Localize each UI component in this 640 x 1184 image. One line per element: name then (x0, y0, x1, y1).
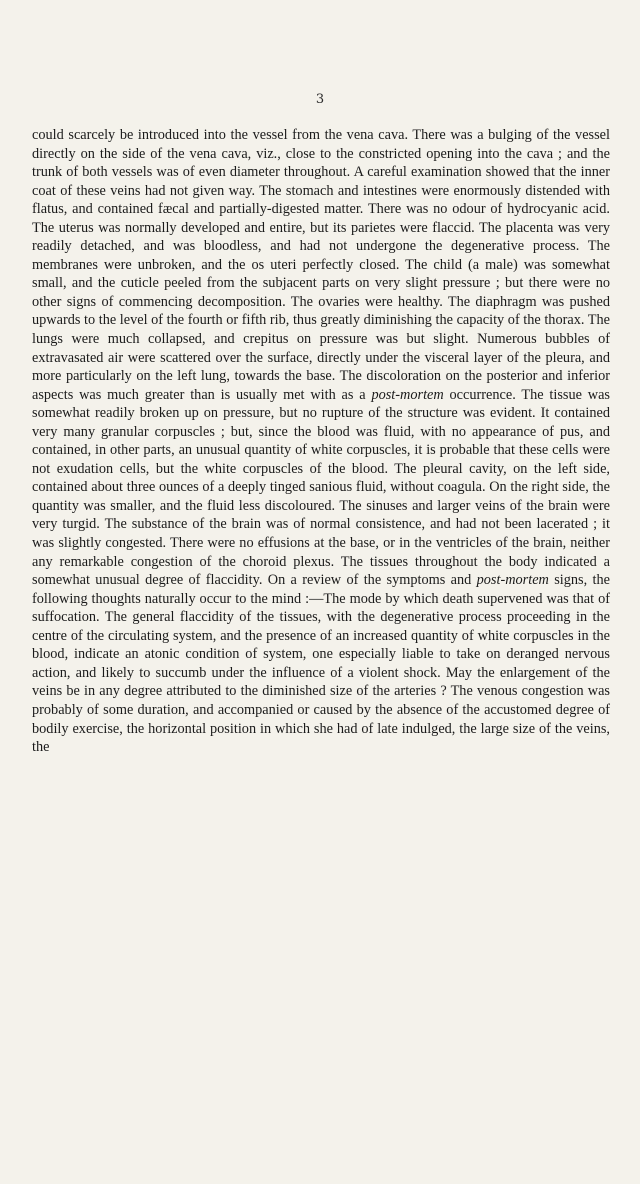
body-text (32, 126, 610, 757)
text-run: occurrence. The tissue was somewhat readily broken up on pressure, but no rupture of the structure was evident. It contained very many granular corpuscles ; but, since the blood was fluid, with no appearance of pus, and contained, in other parts, an unusual quantity of white corpuscles, it is probable that these cells were not exudation cells, but the white corpuscles of the blood. The pleural cavity, on the left side, contained about three ounces of a deeply tinged sanious fluid, without coagula. On the right side, the quantity was smaller, and the fluid less discoloured. The sinuses and larger veins of the brain were very turgid. The substance of the brain was of normal consistence, and had not been lacerated ; it was slightly congested. There were no effusions at the base, or in the ventricles of the brain, neither any remarkable congestion of the choroid plexus. The tissues throughout the body indicated a somewhat unusual degree of flaccidity. On a review of the symptoms and (32, 386, 610, 589)
paragraph (32, 126, 610, 757)
page-number: 3 (315, 92, 325, 107)
italic-term: post-mortem (476, 572, 549, 589)
text-run: could scarcely be introduced into the vessel from the vena cava. There was a bulging of the vessel directly on the side of the vena cava, viz., close to the constricted opening into the cava ; and the trunk of both vessels was of even diameter throughout. A careful examination showed that the inner coat of these veins had not given way. The stomach and intestines were enormously distended with flatus, and contained fæcal and partially-digested matter. There was no odour of hydrocyanic acid. The uterus was normally developed and entire, but its parietes were flaccid. The placenta was very readily detached, and was bloodless, and had not undergone the degenerative process. The membranes were unbroken, and the os uteri perfectly closed. The child (a male) was somewhat small, and the cuticle peeled from the subjacent parts on very slight pressure ; but there were no other signs of commencing decomposition. The ovaries were healthy. The diaphragm was pushed upwards to the level of the fourth or fifth rib, thus greatly diminishing the capacity of the thorax. The lungs were much collapsed, and crepitus on pressure was but slight. Numerous bubbles of extravasated air were scattered over the surface, directly under the visceral layer of the pleura, and more particularly on the left lung, towards the base. The discoloration on the posterior and inferior aspects was much greater than is usually met with as a (32, 127, 610, 403)
text-run: signs, the following thoughts naturally occur to the mind :—The mode by which death supervened was that of suffocation. The general flaccidity of the tissues, with the degenerative process proceeding in the centre of the circulating system, and the presence of an increased quantity of white corpuscles in the blood, indicate an atonic condition of system, one especially liable to take on deranged nervous action, and likely to succumb under the influence of a violent shock. May the enlargement of the veins be in any degree attributed to the diminished size of the arteries ? The venous congestion was probably of some duration, and accompanied or caused by the absence of the accustomed degree of bodily exercise, the horizontal position in which she had of late indulged, the large size of the veins, the (32, 572, 610, 756)
italic-term: post-mortem (371, 386, 444, 403)
